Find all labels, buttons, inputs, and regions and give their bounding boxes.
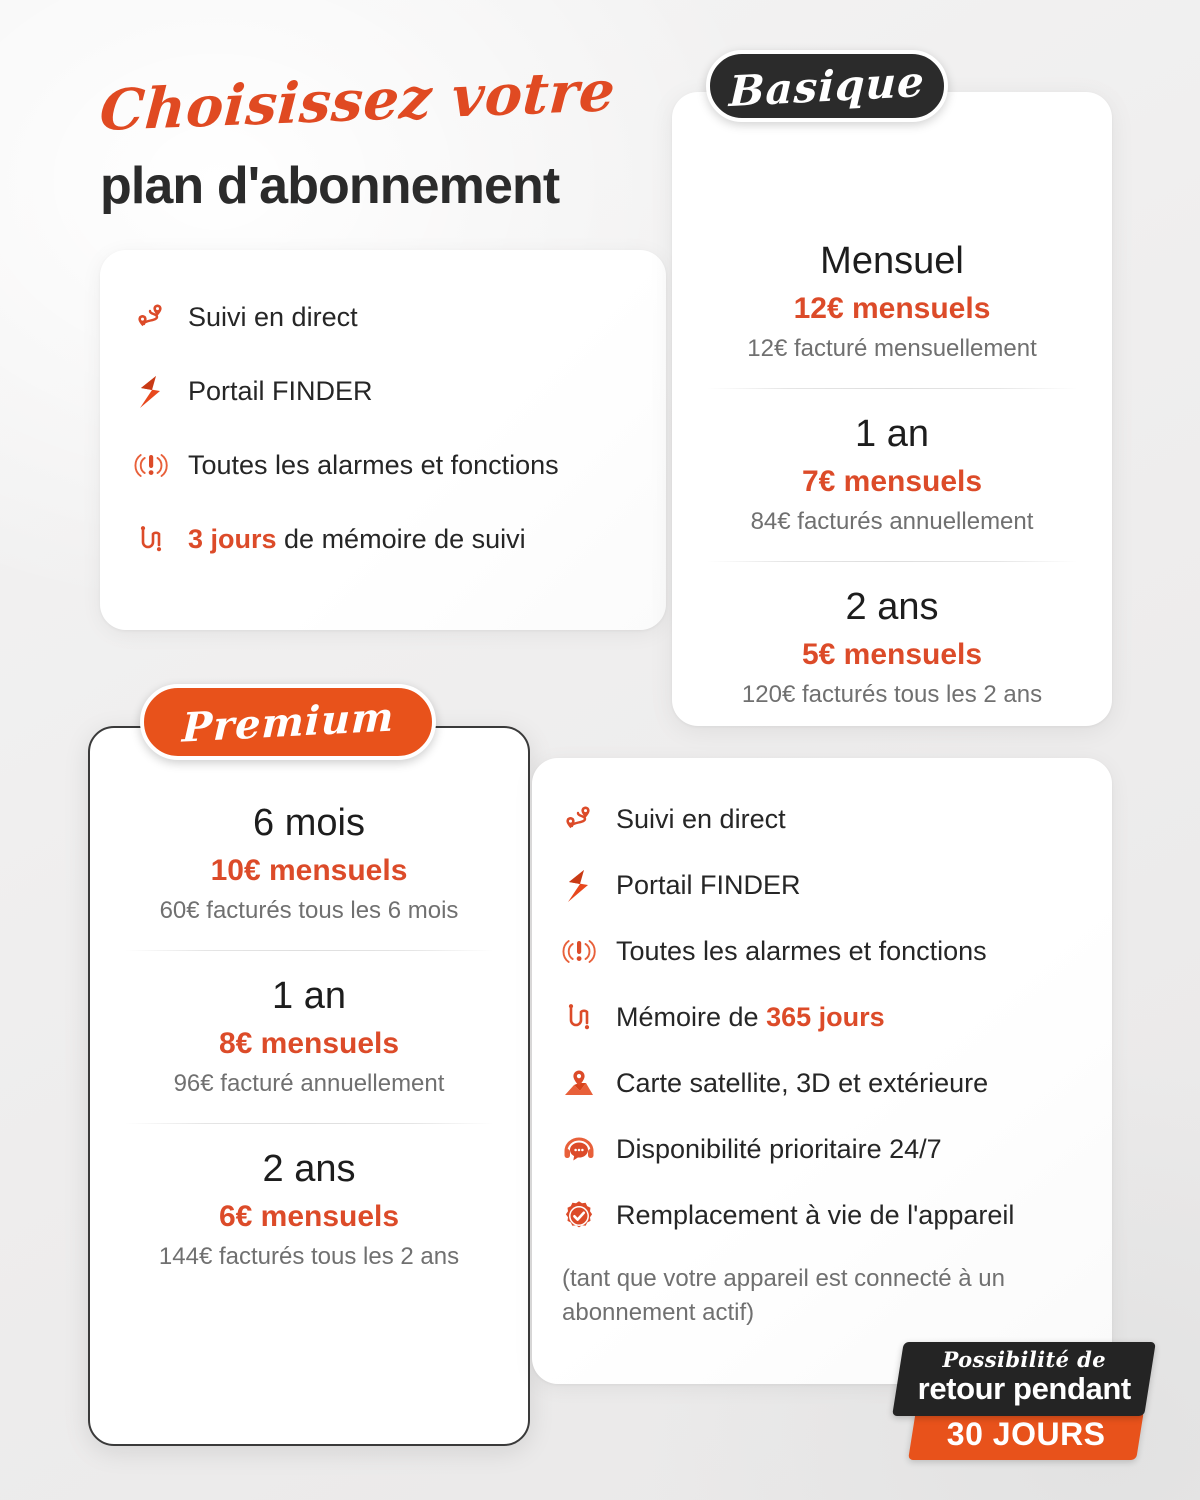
list-item <box>562 932 1094 972</box>
price-tier[interactable] <box>672 238 1112 364</box>
return-badge-line2: retour pendant <box>917 1371 1131 1406</box>
finder-bolt-icon <box>562 869 596 903</box>
feature-label <box>616 1000 885 1035</box>
tier-price: 8€ mensuels <box>218 1027 400 1061</box>
feature-label: Portail FINDER <box>616 870 801 901</box>
list-item <box>134 298 646 338</box>
basic-tier-list <box>672 238 1112 710</box>
plan-badge-basique <box>706 50 948 122</box>
tier-name: Mensuel <box>820 240 964 282</box>
title-script-line: Choisissez votre <box>97 58 618 145</box>
route-tracking-icon <box>562 803 596 837</box>
list-item <box>562 998 1094 1038</box>
return-badge-days: 30 JOURS <box>946 1415 1106 1452</box>
divider <box>706 388 1078 389</box>
tier-billing: 84€ facturés annuellement <box>750 508 1034 536</box>
list-item <box>562 1196 1094 1236</box>
list-item <box>562 1130 1094 1170</box>
return-badge-script-line: Possibilité de <box>942 1347 1106 1372</box>
tier-name: 2 ans <box>845 586 939 629</box>
premium-price-card <box>88 726 530 1446</box>
basic-feature-list <box>134 298 646 560</box>
list-item <box>134 520 646 560</box>
divider <box>124 950 494 951</box>
price-tier[interactable] <box>672 411 1112 537</box>
plan-badge-basique-label: Basique <box>728 56 926 116</box>
divider <box>706 561 1078 562</box>
alarm-alert-icon <box>562 935 596 969</box>
route-tracking-icon <box>134 301 168 335</box>
finder-bolt-icon <box>134 375 168 409</box>
basic-features-card <box>100 250 666 630</box>
tier-billing: 96€ facturé annuellement <box>173 1070 445 1098</box>
tier-price: 7€ mensuels <box>801 465 983 499</box>
feature-label: Toutes les alarmes et fonctions <box>188 450 559 481</box>
feature-label: Suivi en direct <box>188 302 358 333</box>
plan-badge-premium-label: Premium <box>181 692 395 752</box>
list-item <box>562 800 1094 840</box>
list-item <box>134 446 646 486</box>
feature-highlight: 365 jours <box>766 1002 885 1033</box>
price-tier[interactable] <box>90 1146 528 1272</box>
tier-price: 5€ mensuels <box>801 638 983 672</box>
price-tier[interactable] <box>672 584 1112 710</box>
feature-label: Portail FINDER <box>188 376 373 407</box>
tier-billing: 144€ facturés tous les 2 ans <box>158 1243 460 1271</box>
feature-label <box>188 522 526 557</box>
tier-price: 12€ mensuels <box>793 292 991 326</box>
premium-features-card <box>532 758 1112 1384</box>
tier-name: 6 mois <box>253 802 365 844</box>
feature-label-rest: de mémoire de suivi <box>276 524 526 555</box>
tier-name: 1 an <box>855 413 929 456</box>
feature-label: Toutes les alarmes et fonctions <box>616 936 987 967</box>
divider <box>124 1123 494 1124</box>
premium-feature-note: (tant que votre appareil est connecté à un abonnement actif) <box>562 1265 1005 1327</box>
feature-label: Disponibilité prioritaire 24/7 <box>616 1134 942 1165</box>
tier-billing: 12€ facturé mensuellement <box>747 335 1037 363</box>
memory-history-icon <box>134 523 168 557</box>
list-item <box>134 372 646 412</box>
support-headset-icon <box>562 1133 596 1167</box>
premium-feature-list <box>562 800 1094 1330</box>
feature-label-prefix: Mémoire de <box>616 1002 767 1033</box>
premium-tier-list <box>90 800 528 1272</box>
memory-history-icon <box>562 1001 596 1035</box>
tier-name: 1 an <box>272 975 346 1018</box>
return-badge-top <box>892 1342 1156 1416</box>
satellite-map-icon <box>562 1067 596 1101</box>
alarm-alert-icon <box>134 449 168 483</box>
page-title <box>97 58 720 216</box>
tier-name: 2 ans <box>262 1148 356 1191</box>
plan-badge-premium <box>140 684 436 760</box>
tier-price: 6€ mensuels <box>218 1200 400 1234</box>
tier-billing: 60€ facturés tous les 6 mois <box>159 897 459 925</box>
tier-billing: 120€ facturés tous les 2 ans <box>741 681 1043 709</box>
return-badge-bottom <box>908 1411 1144 1460</box>
guarantee-seal-icon <box>562 1199 596 1233</box>
basic-price-card <box>672 92 1112 726</box>
price-tier[interactable] <box>90 973 528 1099</box>
tier-price: 10€ mensuels <box>210 854 408 888</box>
feature-label: Suivi en direct <box>616 804 786 835</box>
list-item <box>562 1064 1094 1104</box>
feature-label: Carte satellite, 3D et extérieure <box>616 1068 989 1099</box>
feature-highlight: 3 jours <box>188 524 277 555</box>
price-tier[interactable] <box>90 800 528 926</box>
return-policy-badge <box>898 1342 1150 1459</box>
feature-label: Remplacement à vie de l'appareil <box>616 1200 1015 1231</box>
title-main-line: plan d'abonnement <box>100 157 560 216</box>
list-item <box>562 866 1094 906</box>
